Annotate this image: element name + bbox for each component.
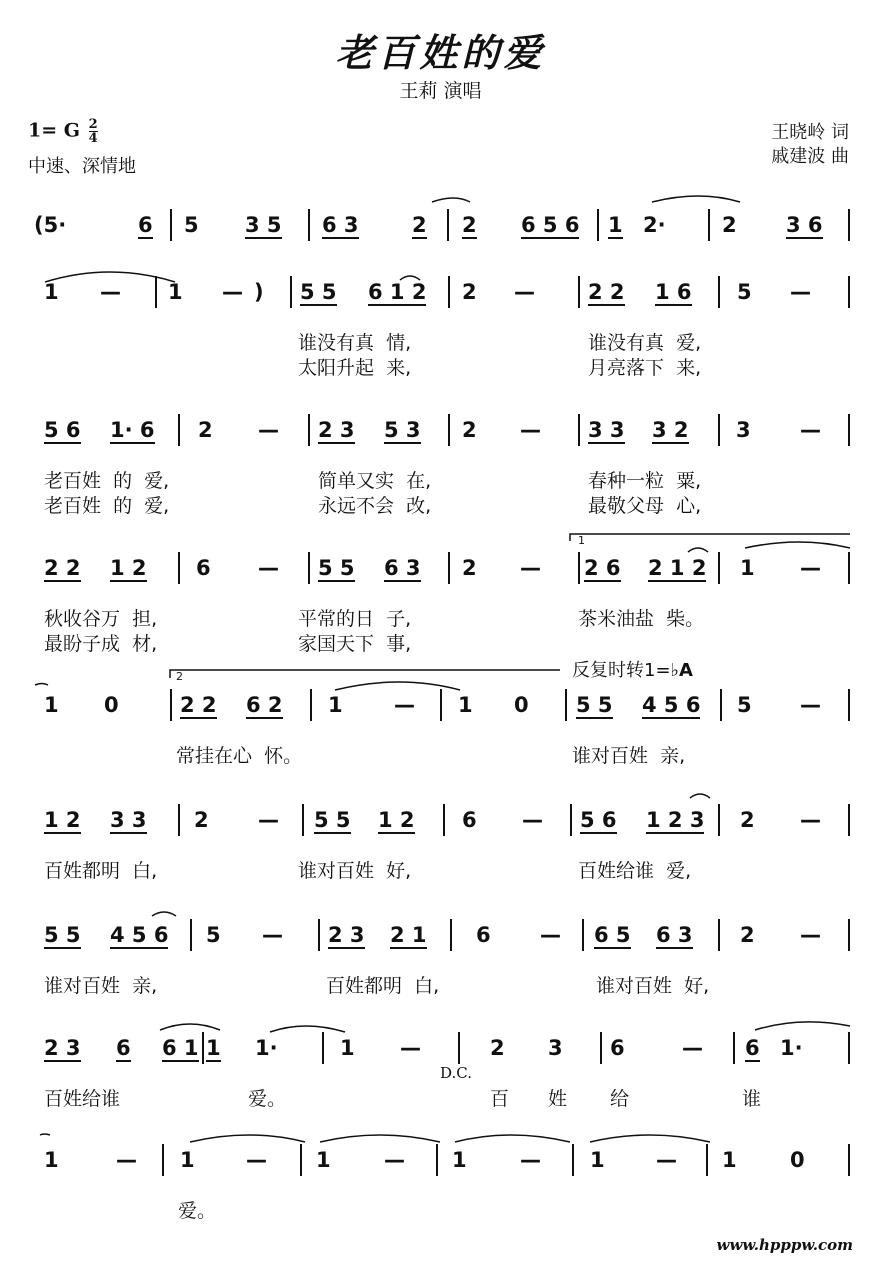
lyric-text: 茶米油盐 柴。: [578, 608, 705, 630]
barline: [308, 414, 310, 446]
composer-credit: 戚建波 曲: [771, 146, 849, 167]
barline: [170, 209, 172, 241]
barline: [733, 1032, 735, 1064]
lyric-text: 百姓给谁 爱,: [578, 860, 692, 882]
note-group: (5·: [34, 213, 67, 237]
note-group: 1: [458, 693, 473, 717]
lyric-text: 谁对百姓 好,: [298, 860, 412, 882]
lyric-text: 最敬父母 心,: [588, 495, 702, 517]
barline: [448, 276, 450, 308]
note-group: —: [116, 1148, 137, 1172]
note-group: —: [262, 923, 283, 947]
note-group: 2 1: [390, 923, 427, 947]
note-group: 2: [412, 213, 427, 237]
lyric-text: 谁对百姓 亲,: [572, 745, 686, 767]
note-group: 1: [206, 1036, 221, 1060]
note-group: 1· 6: [110, 418, 155, 442]
volta-2-label: 2: [176, 670, 183, 683]
note-group: 3 6: [786, 213, 823, 237]
note-group: 2 2: [180, 693, 217, 717]
barline: [448, 552, 450, 584]
note-group: 2: [194, 808, 209, 832]
lyric-text: 家国天下 事,: [298, 633, 412, 655]
note-group: 6 1: [162, 1036, 199, 1060]
barline: [572, 1144, 574, 1176]
note-group: —: [258, 556, 279, 580]
notation-row: [0, 205, 881, 245]
note-group: 1 2: [44, 808, 81, 832]
note-group: —: [656, 1148, 677, 1172]
volta-1-label: 1: [578, 534, 585, 547]
score-system-3: [0, 410, 881, 517]
note-group: 0: [514, 693, 529, 717]
note-group: 6 3: [322, 213, 359, 237]
note-group: —: [800, 808, 821, 832]
note-group: 2: [462, 213, 477, 237]
lyric-text: 谁对百姓 亲,: [44, 975, 158, 997]
note-group: 5 5: [44, 923, 81, 947]
note-group: 1 2: [378, 808, 415, 832]
footer-watermark: www.hpppw.com: [716, 1236, 853, 1254]
barline: [848, 552, 850, 584]
note-group: 2: [740, 808, 755, 832]
barline: [708, 209, 710, 241]
barline: [578, 414, 580, 446]
note-group: 6 5 6: [521, 213, 580, 237]
barline: [322, 1032, 324, 1064]
note-group: 6: [610, 1036, 625, 1060]
barline: [308, 209, 310, 241]
barline: [570, 804, 572, 836]
note-group: 2: [462, 418, 477, 442]
lyric-text: 百姓都明 白,: [326, 975, 440, 997]
note-group: 5 6: [44, 418, 81, 442]
note-group: 2: [462, 556, 477, 580]
note-group: 5 5: [300, 280, 337, 304]
barline: [448, 414, 450, 446]
note-group: —: [800, 418, 821, 442]
note-group: 2: [740, 923, 755, 947]
note-group: 1·: [780, 1036, 803, 1060]
note-group: —: [400, 1036, 421, 1060]
score-system-9: [0, 1140, 881, 1240]
barline: [308, 552, 310, 584]
note-group: 4 5 6: [110, 923, 169, 947]
tempo-marking: 中速、深情地: [28, 156, 136, 177]
notation-row: [0, 800, 881, 840]
note-group: 0: [104, 693, 119, 717]
lyric-text: 谁: [742, 1088, 762, 1110]
lyric-text: 老百姓 的 爱,: [44, 470, 170, 492]
lyric-text: 月亮落下 来,: [588, 357, 702, 379]
note-group: 2: [462, 280, 477, 304]
lyric-text: 百姓都明 白,: [44, 860, 158, 882]
barline: [848, 1032, 850, 1064]
barline: [458, 1032, 460, 1064]
barline: [447, 209, 449, 241]
song-title: 老百姓的爱: [335, 30, 546, 75]
note-group: —: [258, 418, 279, 442]
note-group: 1: [44, 280, 59, 304]
barline: [578, 552, 580, 584]
notation-row: [0, 548, 881, 588]
lyric-text: 谁没有真 爱,: [588, 332, 702, 354]
note-group: 2 2: [44, 556, 81, 580]
score-system-2: [0, 272, 881, 379]
lyric-text: 永远不会 改,: [318, 495, 432, 517]
note-group: —: [522, 808, 543, 832]
note-group: 5 3: [384, 418, 421, 442]
barline: [848, 276, 850, 308]
note-group: 2 3: [318, 418, 355, 442]
score-system-7: [0, 915, 881, 1015]
barline: [178, 804, 180, 836]
barline: [436, 1144, 438, 1176]
barline: [706, 1144, 708, 1176]
note-group: —: [514, 280, 535, 304]
note-group: 2·: [643, 213, 666, 237]
barline: [302, 804, 304, 836]
note-group: 2 2: [588, 280, 625, 304]
barline: [600, 1032, 602, 1064]
note-group: 5 6: [580, 808, 617, 832]
note-group: —: [790, 280, 811, 304]
note-group: —: [520, 556, 541, 580]
notation-row: [0, 915, 881, 955]
note-group: 6 5: [594, 923, 631, 947]
barline: [290, 276, 292, 308]
note-group: 1 2 3: [646, 808, 705, 832]
lyric-text: 姓: [548, 1088, 568, 1110]
lyric-text: 老百姓 的 爱,: [44, 495, 170, 517]
barline: [155, 276, 157, 308]
dc-marking: D.C.: [440, 1064, 472, 1082]
note-group: 2: [722, 213, 737, 237]
barline: [718, 414, 720, 446]
note-group: —: [800, 556, 821, 580]
lyric-text: 爱。: [178, 1200, 217, 1222]
barline: [720, 689, 722, 721]
barline: [190, 919, 192, 951]
note-group: 1: [180, 1148, 195, 1172]
note-group: 2 1 2: [648, 556, 707, 580]
note-group: —: [246, 1148, 267, 1172]
note-group: 2 6: [584, 556, 621, 580]
key-text: 1= G: [28, 119, 80, 142]
barline: [582, 919, 584, 951]
note-group: 1: [316, 1148, 331, 1172]
note-group: 1: [168, 280, 183, 304]
note-group: 1: [608, 213, 623, 237]
note-group: —: [682, 1036, 703, 1060]
note-group: 2 3: [44, 1036, 81, 1060]
lyric-text: 爱。: [248, 1088, 287, 1110]
key-signature: [28, 118, 98, 145]
barline: [597, 209, 599, 241]
barline: [178, 414, 180, 446]
note-group: ): [254, 280, 264, 304]
note-group: 2: [490, 1036, 505, 1060]
modulation-marking: [572, 656, 693, 682]
barline: [718, 919, 720, 951]
note-group: —: [384, 1148, 405, 1172]
note-group: —: [100, 280, 121, 304]
note-group: 5: [206, 923, 221, 947]
notation-row: [0, 685, 881, 725]
score-system-6: [0, 800, 881, 900]
note-group: 1: [44, 1148, 59, 1172]
note-group: —: [800, 693, 821, 717]
note-group: 5: [737, 280, 752, 304]
note-group: 2 3: [328, 923, 365, 947]
note-group: 3 5: [245, 213, 282, 237]
note-group: 5 5: [318, 556, 355, 580]
modulation-text: 反复时转1=: [572, 660, 671, 681]
lyric-text: 平常的日 子,: [298, 608, 412, 630]
lyric-text: 太阳升起 来,: [298, 357, 412, 379]
note-group: 3: [736, 418, 751, 442]
note-group: 3 3: [110, 808, 147, 832]
note-group: 3: [548, 1036, 563, 1060]
barline: [450, 919, 452, 951]
time-numerator: 2: [88, 117, 98, 132]
barline: [718, 804, 720, 836]
note-group: —: [222, 280, 243, 304]
note-group: —: [520, 418, 541, 442]
barline: [718, 552, 720, 584]
barline: [162, 1144, 164, 1176]
note-group: 4 5 6: [642, 693, 701, 717]
note-group: 1: [452, 1148, 467, 1172]
barline: [300, 1144, 302, 1176]
note-group: 1 2: [110, 556, 147, 580]
note-group: 6 2: [246, 693, 283, 717]
barline: [170, 689, 172, 721]
note-group: 1: [590, 1148, 605, 1172]
barline: [848, 804, 850, 836]
lyric-text: 谁对百姓 好,: [596, 975, 710, 997]
lyric-text: 谁没有真 情,: [298, 332, 412, 354]
note-group: 6 3: [384, 556, 421, 580]
notation-row: [0, 410, 881, 450]
modulation-key: ♭A: [670, 660, 693, 681]
note-group: 1: [722, 1148, 737, 1172]
note-group: —: [800, 923, 821, 947]
notation-row: [0, 1028, 881, 1068]
note-group: 3 2: [652, 418, 689, 442]
note-group: 0: [790, 1148, 805, 1172]
note-group: 6: [745, 1036, 760, 1060]
barline: [848, 689, 850, 721]
note-group: 1: [44, 693, 59, 717]
note-group: 6: [196, 556, 211, 580]
score-system-5: [0, 685, 881, 785]
barline: [443, 804, 445, 836]
note-group: 1 6: [655, 280, 692, 304]
note-group: 5 5: [576, 693, 613, 717]
note-group: —: [258, 808, 279, 832]
lyric-text: 百: [490, 1088, 510, 1110]
barline: [848, 414, 850, 446]
barline: [848, 209, 850, 241]
note-group: 2: [198, 418, 213, 442]
lyric-text: 常挂在心 怀。: [176, 745, 303, 767]
note-group: —: [394, 693, 415, 717]
lyric-text: 春种一粒 粟,: [588, 470, 702, 492]
note-group: 1: [740, 556, 755, 580]
note-group: 1: [340, 1036, 355, 1060]
note-group: 6: [462, 808, 477, 832]
note-group: 6: [116, 1036, 131, 1060]
score-system-4: [0, 548, 881, 655]
note-group: 5 5: [314, 808, 351, 832]
lyric-text: 百姓给谁: [44, 1088, 121, 1110]
barline: [718, 276, 720, 308]
note-group: 6: [476, 923, 491, 947]
time-signature: [89, 118, 98, 145]
singer-credit: 王莉 演唱: [399, 80, 482, 102]
time-denominator: 4: [88, 131, 98, 146]
note-group: 3 3: [588, 418, 625, 442]
barline: [578, 276, 580, 308]
notation-row: [0, 1140, 881, 1180]
note-group: 5: [184, 213, 199, 237]
note-group: 6 3: [656, 923, 693, 947]
note-group: 1: [328, 693, 343, 717]
note-group: 5: [737, 693, 752, 717]
notation-row: [0, 272, 881, 312]
lyric-text: 给: [610, 1088, 630, 1110]
barline: [310, 689, 312, 721]
lyric-text: 最盼子成 材,: [44, 633, 158, 655]
barline: [202, 1032, 204, 1064]
lyric-text: 简单又实 在,: [318, 470, 432, 492]
barline: [318, 919, 320, 951]
note-group: —: [520, 1148, 541, 1172]
note-group: 6 1 2: [368, 280, 427, 304]
note-group: 1·: [255, 1036, 278, 1060]
barline: [848, 1144, 850, 1176]
lyricist-credit: 王晓岭 词: [771, 122, 849, 143]
note-group: —: [540, 923, 561, 947]
lyric-text: 秋收谷万 担,: [44, 608, 158, 630]
barline: [440, 689, 442, 721]
note-group: 6: [138, 213, 153, 237]
barline: [848, 919, 850, 951]
barline: [565, 689, 567, 721]
barline: [178, 552, 180, 584]
